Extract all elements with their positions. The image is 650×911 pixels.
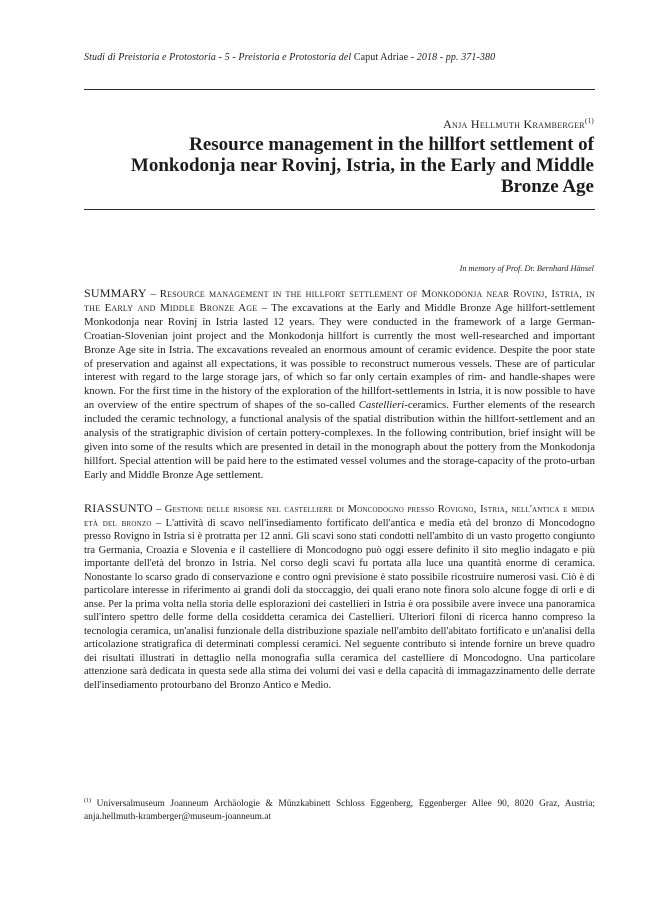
dedication: In memory of Prof. Dr. Bernhard Hänsel bbox=[459, 264, 594, 273]
author-name: Anja Hellmuth Kramberger bbox=[443, 117, 585, 131]
running-head-caput-adriae: Caput Adriae bbox=[353, 52, 409, 63]
author-footnote-mark: (1) bbox=[584, 117, 594, 125]
author-affiliation-footnote bbox=[84, 795, 595, 823]
summary-heading: Resource management in the hillfort settlement of Monkodonja near Rovinj, Istria, in the Early and Middle Bronze Age bbox=[84, 288, 595, 314]
summary-body-part-1: – The excavations at the Early and Middle Bronze Age hillfort-settlement Monkodonja near Rovinj in Istria lasted 12 years. They were conducted in the framework of a large German-Croatian-Slovenian joint project and the Monkodonja hillfort is currently the most well-researched and important Bronze Age site in Istria. The excavations revealed an enormous amount of ceramic evidence. Despite the poor state of preservation and against all expectations, it was possible to reconstruct numerous vessels. These are of particular interest with regard to the large storage jars, of which so far only certain examples of rim- and handle-shapes were known. For the first time in the history of the exploration of the hillfort-settlements in Istria, it is now possible to have an overview of the entire spectrum of shapes of the so-called bbox=[84, 301, 595, 412]
summary-label: SUMMARY bbox=[84, 286, 147, 300]
header-rule bbox=[84, 89, 595, 90]
summary-dash: – bbox=[146, 288, 160, 300]
riassunto-label: RIASSUNTO bbox=[84, 501, 153, 515]
article-title: Resource management in the hillfort settlement of Monkodonja near Rovinj, Istria, in the Early and Middle Bronze Age bbox=[130, 134, 594, 197]
footnote-text: Universalmuseum Joanneum Archäologie & Münzkabinett Schloss Eggenberg, Eggenberger Allee 90, 8020 Graz, Austria; anja.hellmuth-kramberger@museum-joanneum.at bbox=[84, 799, 595, 822]
riassunto-body: – L'attività di scavo nell'insediamento fortificato dell'antica e media età del bronzo di Moncodogno presso Rovigno in Istria si è protratta per 12 anni. Gli scavi sono stati condotti nell'ambito di un vasto progetto congiunto tra Germania, Croazia e Slovenia e il castelliere di Moncodogno può oggi essere definito il sito meglio indagato e più importante dell'età del bronzo in Istria. Nel corso degli scavi fu portata alla luce una quantità enorme di ceramica. Nonostante lo scarso grado di conservazione e contro ogni previsione è stato possibile ricostruire numerosi vasi. Ciò è di particolare interesse in riferimento ai grandi doli da stoccaggio, dei quali erano note finora solo alcune fogge di orli e di anse. Per la prima volta nella storia delle esplorazioni dei castellieri in Istria è ora possibile avere invece una panoramica sull'intero spettro delle forme della cosiddetta ceramica dei Castellieri. Ulteriori filoni di ricerca hanno compreso la tecnologia ceramica, un'analisi funzionale della distribuzione spaziale nell'ambito dell'abitato fortificato e un'analisi della articolazione stratigrafica di determinati complessi ceramici. Nel seguente contributo si intende fornire un breve quadro dei risultati illustrati in dettaglio nella monografia sulla ceramica del castelliere di Moncodogno. Una particolare attenzione sarà dedicata in questa sede alla stima dei volumi dei vasi e della capacità di immagazzinamento delle derrate dell'insediamento protourbano del Bronzo Antico e Medio. bbox=[84, 517, 596, 691]
running-head-pages: - 2018 - pp. 371-380 bbox=[410, 52, 496, 63]
footnote-mark: (1) bbox=[84, 798, 91, 804]
riassunto-heading: Gestione delle risorse nel castelliere di Moncodogno presso Rovigno, Istria, nell'antica e media età del bronzo bbox=[84, 504, 596, 529]
summary-english bbox=[84, 287, 595, 483]
summary-term-castellieri: Castellieri bbox=[358, 399, 405, 412]
title-rule bbox=[84, 209, 595, 210]
summary-italian bbox=[84, 502, 595, 692]
riassunto-dash: – bbox=[152, 504, 165, 515]
author-line bbox=[443, 117, 594, 132]
summary-body-part-2: -ceramics. Further elements of the research included the ceramic technology, a functional analysis of the spatial distribution within the hillfort-settlement and an analysis of the stratigraphic division of certain pottery-complexes. In the following contribution, brief insight will be given into some of the results which are presented in detail in the monograph about the pottery from the Monkodonja hillfort. Special attention will be paid here to the estimated vessel volumes and the storage-capacity of the proto-urban Early and Middle Bronze Age settlement. bbox=[84, 399, 595, 481]
running-head bbox=[84, 52, 594, 63]
running-head-series: Studi di Preistoria e Protostoria - 5 - Preistoria e Protostoria del bbox=[84, 52, 352, 63]
